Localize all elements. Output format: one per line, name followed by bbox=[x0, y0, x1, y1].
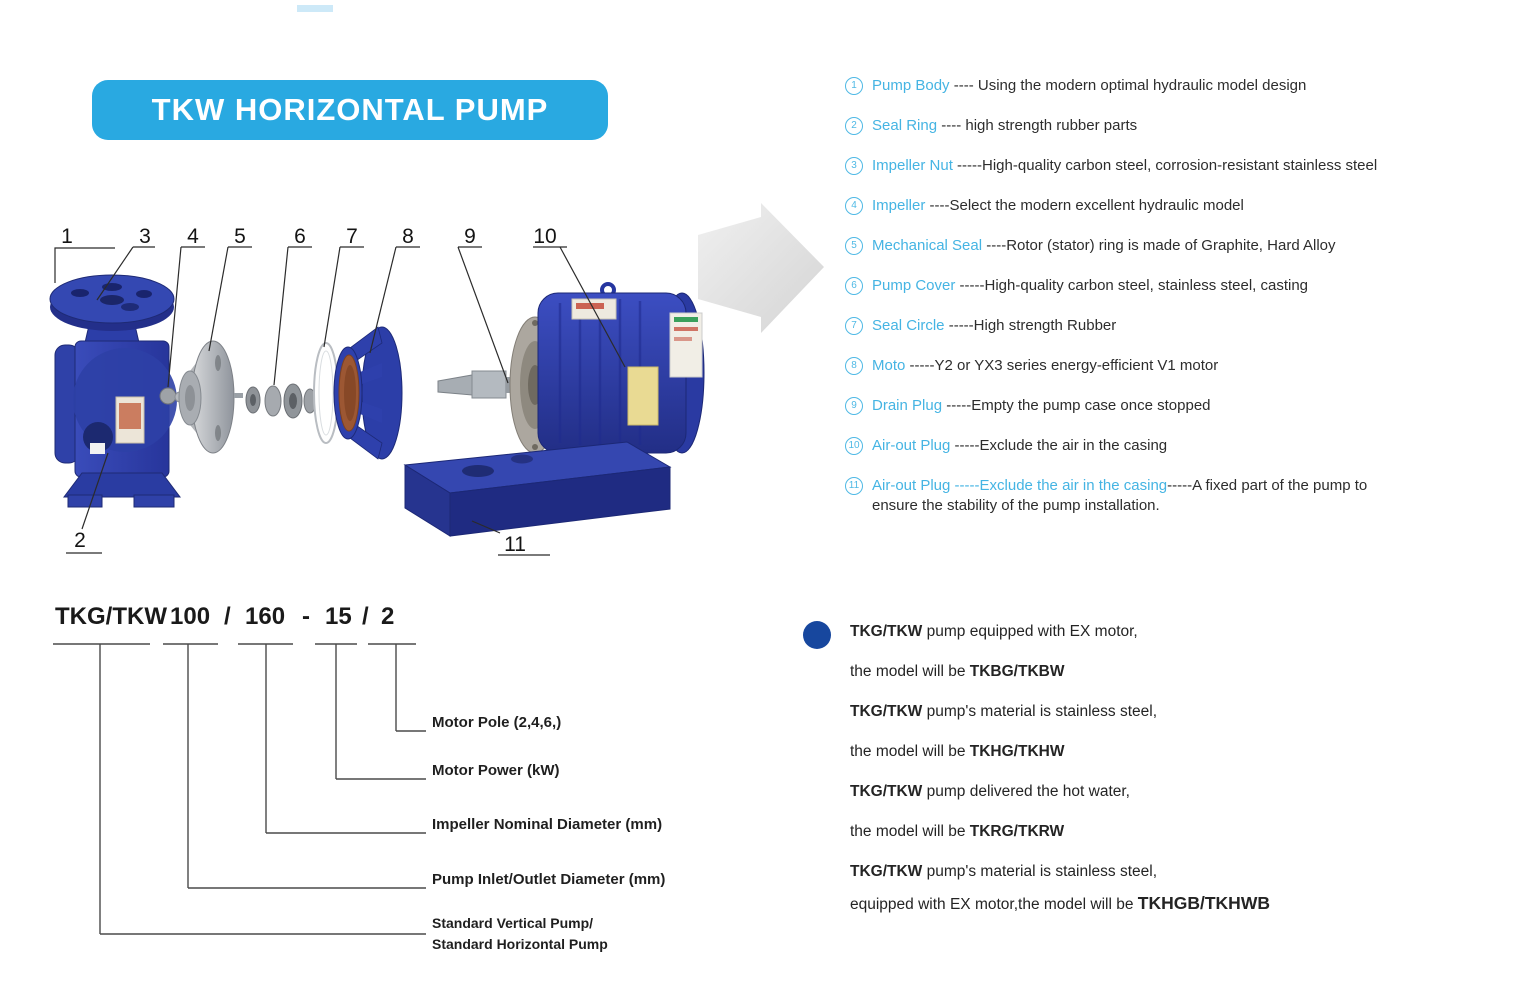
note-text: TKG/TKW bbox=[850, 783, 923, 800]
part-desc: ----Select the modern excellent hydraulic model bbox=[925, 197, 1244, 214]
part-desc: -----Empty the pump case once stopped bbox=[942, 397, 1211, 414]
note-line bbox=[850, 622, 1490, 642]
callout-6: 6 bbox=[294, 225, 306, 248]
part-list-item bbox=[845, 476, 1510, 516]
part-desc-blue: -----Exclude the air in the casing bbox=[950, 477, 1168, 494]
note-text: pump's material is stainless steel, bbox=[922, 863, 1158, 880]
title-banner bbox=[92, 80, 608, 140]
part-name-label: Seal Ring bbox=[872, 117, 938, 134]
note-line bbox=[850, 782, 1490, 802]
part-number-badge: 11 bbox=[845, 477, 863, 495]
part-number-badge: 10 bbox=[845, 437, 863, 455]
part-number-badge: 7 bbox=[845, 317, 863, 335]
part-desc: -----High-quality carbon steel, corrosion-resistant stainless steel bbox=[952, 157, 1378, 174]
part-list-item bbox=[845, 76, 1510, 96]
note-bullet-icon bbox=[803, 621, 831, 649]
part-number-badge: 2 bbox=[845, 117, 863, 135]
label-impeller-diameter: Impeller Nominal Diameter (mm) bbox=[432, 816, 663, 833]
label-pump-type-1: Standard Vertical Pump/ bbox=[432, 915, 594, 931]
part-text bbox=[872, 116, 1137, 136]
exploded-pump-diagram bbox=[30, 195, 830, 580]
label-inlet-diameter: Pump Inlet/Outlet Diameter (mm) bbox=[432, 871, 666, 888]
label-motor-pole: Motor Pole (2,4,6,) bbox=[432, 714, 562, 731]
callout-8: 8 bbox=[402, 225, 414, 248]
part-number-badge: 6 bbox=[845, 277, 863, 295]
note-text: TKHGB/TKHWB bbox=[1137, 893, 1270, 913]
part-name-label: Mechanical Seal bbox=[872, 237, 983, 254]
note-text: pump equipped with EX motor, bbox=[922, 623, 1138, 640]
base-frame bbox=[405, 442, 670, 536]
model-code-series: TKG/TKW bbox=[55, 603, 167, 630]
note-text: TKG/TKW bbox=[850, 623, 923, 640]
model-code-slash2: / bbox=[362, 603, 369, 630]
note-text: the model will be bbox=[850, 743, 970, 760]
part-name-label: Air-out Plug bbox=[872, 477, 951, 494]
note-line bbox=[850, 893, 1490, 913]
callout-9: 9 bbox=[464, 225, 476, 248]
model-code-impeller: 160 bbox=[245, 603, 286, 630]
part-name-label: Pump Cover bbox=[872, 277, 956, 294]
part-text bbox=[872, 396, 1211, 416]
parts-list bbox=[845, 76, 1510, 536]
note-line bbox=[850, 702, 1490, 722]
part-list-item bbox=[845, 276, 1510, 296]
top-edge-mark bbox=[297, 5, 333, 12]
part-number-badge: 4 bbox=[845, 197, 863, 215]
note-text: TKG/TKW bbox=[850, 863, 923, 880]
pump-body bbox=[50, 275, 180, 507]
note-text: the model will be bbox=[850, 663, 970, 680]
part-desc: -----Exclude the air in the casing bbox=[950, 437, 1168, 454]
part-name-label: Moto bbox=[872, 357, 906, 374]
label-pump-type-2: Standard Horizontal Pump bbox=[432, 936, 608, 952]
part-desc: ----Rotor (stator) ring is made of Graphite, Hard Alloy bbox=[982, 237, 1336, 254]
part-text bbox=[872, 76, 1306, 96]
part-desc: -----High strength Rubber bbox=[944, 317, 1117, 334]
part-desc: -----Y2 or YX3 series energy-efficient V1 motor bbox=[905, 357, 1219, 374]
callout-10: 10 bbox=[533, 225, 557, 248]
callout-5: 5 bbox=[234, 225, 246, 248]
note-text: TKRG/TKRW bbox=[969, 823, 1065, 840]
part-number-badge: 1 bbox=[845, 77, 863, 95]
note-text: pump's material is stainless steel, bbox=[922, 703, 1158, 720]
callout-7: 7 bbox=[346, 225, 358, 248]
part-list-item bbox=[845, 356, 1510, 376]
part-name-label: Impeller bbox=[872, 197, 926, 214]
part-text bbox=[872, 276, 1308, 296]
part-number-badge: 8 bbox=[845, 357, 863, 375]
impeller bbox=[179, 341, 234, 453]
model-code-dash: - bbox=[302, 603, 310, 630]
part-list-item bbox=[845, 116, 1510, 136]
mechanical-seal bbox=[234, 384, 316, 418]
part-name-label: Pump Body bbox=[872, 77, 950, 94]
part-name-label: Impeller Nut bbox=[872, 157, 953, 174]
part-desc: -----High-quality carbon steel, stainless steel, casting bbox=[955, 277, 1309, 294]
part-name-label: Drain Plug bbox=[872, 397, 943, 414]
callout-4: 4 bbox=[187, 225, 199, 248]
callout-2: 2 bbox=[74, 529, 86, 552]
note-text: the model will be bbox=[850, 823, 970, 840]
model-code-inlet: 100 bbox=[170, 603, 211, 630]
part-desc: ---- high strength rubber parts bbox=[937, 117, 1138, 134]
transition-arrow-icon bbox=[698, 203, 824, 333]
part-text bbox=[872, 316, 1116, 336]
motor bbox=[438, 284, 704, 453]
part-text bbox=[872, 156, 1377, 176]
part-text bbox=[872, 356, 1218, 376]
note-line bbox=[850, 742, 1490, 762]
part-list-item bbox=[845, 436, 1510, 456]
callout-1: 1 bbox=[61, 225, 73, 248]
note-text: pump delivered the hot water, bbox=[922, 783, 1130, 800]
part-text bbox=[872, 236, 1336, 256]
model-code-power: 15 bbox=[325, 603, 352, 630]
note-text: TKHG/TKHW bbox=[969, 743, 1065, 760]
callout-11: 11 bbox=[504, 533, 526, 556]
part-list-item bbox=[845, 316, 1510, 336]
page-title: TKW HORIZONTAL PUMP bbox=[151, 92, 549, 127]
note-line bbox=[850, 662, 1490, 682]
note-line bbox=[850, 862, 1490, 882]
variant-notes bbox=[850, 622, 1490, 933]
part-text bbox=[872, 436, 1167, 456]
part-name-label: Seal Circle bbox=[872, 317, 945, 334]
label-motor-power: Motor Power (kW) bbox=[432, 762, 560, 779]
part-name-label: Air-out Plug bbox=[872, 437, 951, 454]
part-number-badge: 5 bbox=[845, 237, 863, 255]
part-text bbox=[872, 476, 1367, 516]
part-desc: -----A fixed part of the pump to bbox=[1167, 477, 1368, 494]
model-code-pole: 2 bbox=[381, 603, 395, 630]
part-list-item bbox=[845, 236, 1510, 256]
note-text: TKG/TKW bbox=[850, 703, 923, 720]
part-desc-line2: ensure the stability of the pump installation. bbox=[872, 497, 1160, 514]
callout-3: 3 bbox=[139, 225, 151, 248]
part-list-item bbox=[845, 156, 1510, 176]
note-text: equipped with EX motor,the model will be bbox=[850, 896, 1138, 913]
pump-cover bbox=[334, 327, 402, 459]
part-desc: ---- Using the modern optimal hydraulic model design bbox=[949, 77, 1307, 94]
part-text bbox=[872, 196, 1244, 216]
note-text: TKBG/TKBW bbox=[969, 663, 1065, 680]
note-line bbox=[850, 822, 1490, 842]
part-number-badge: 9 bbox=[845, 397, 863, 415]
part-number-badge: 3 bbox=[845, 157, 863, 175]
part-list-item bbox=[845, 396, 1510, 416]
part-list-item bbox=[845, 196, 1510, 216]
model-code-slash1: / bbox=[224, 603, 231, 630]
